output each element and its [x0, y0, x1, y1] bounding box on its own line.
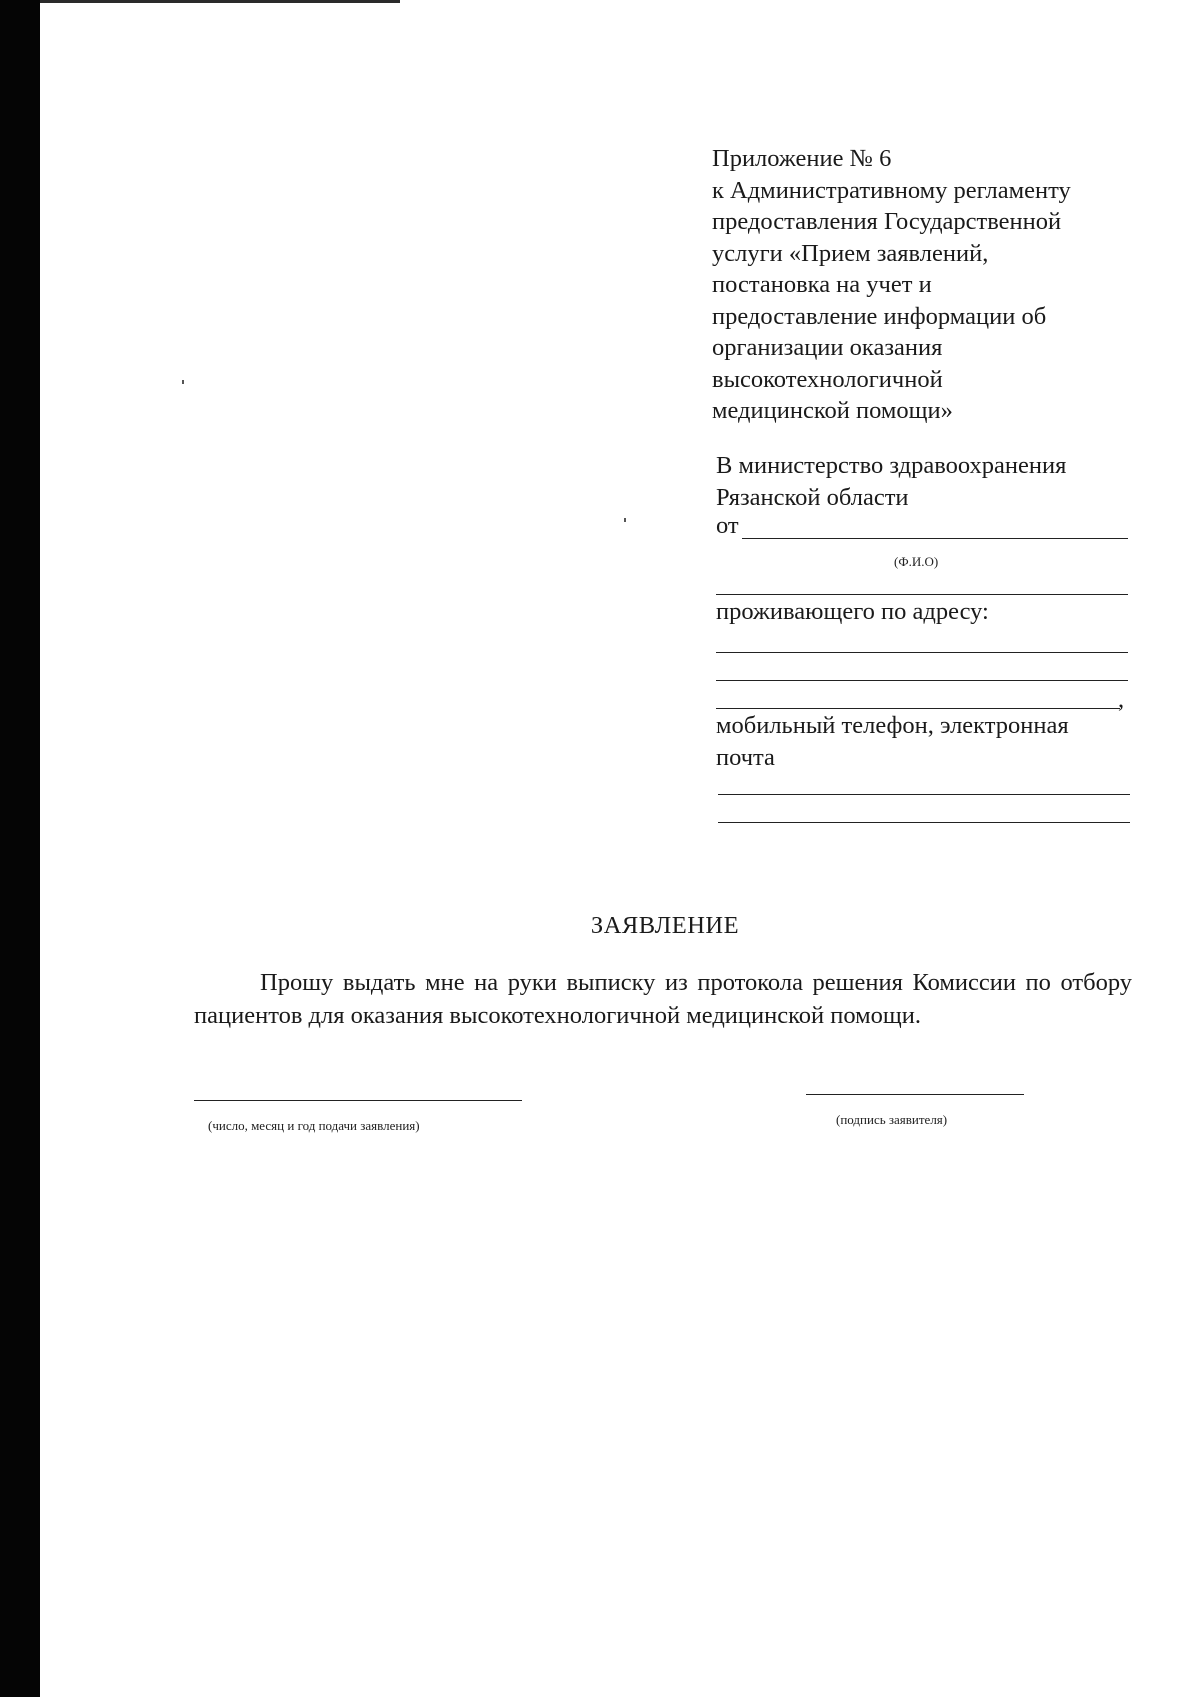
- contact-field-line-2[interactable]: [718, 822, 1130, 823]
- document-title: ЗАЯВЛЕНИЕ: [590, 912, 740, 939]
- address-field-line-2[interactable]: [716, 680, 1128, 681]
- annex-header: [712, 143, 1142, 427]
- address-field-line-3[interactable]: [716, 708, 1120, 709]
- fio-caption: (Ф.И.О): [894, 554, 939, 569]
- addressee-ministry: В министерство здравоохранения: [716, 452, 1067, 479]
- from-label: от: [716, 512, 739, 539]
- signature-field-line[interactable]: [806, 1094, 1024, 1095]
- signature-caption: (подпись заявителя): [836, 1112, 948, 1127]
- annex-line: предоставление информации об: [712, 302, 1047, 330]
- addressee-region: Рязанской области: [716, 483, 909, 511]
- fio-field-line-2[interactable]: [716, 594, 1128, 595]
- request-body: Прошу выдать мне на руки выписку из протокола решения Комиссии по отбору пациентов для оказания высокотехнологичной медицинской помощи.: [194, 969, 1132, 1029]
- addressee-block: [716, 450, 1136, 513]
- contact-label-line2: почта: [716, 744, 775, 771]
- annex-line: высокотехнологичной: [712, 365, 943, 393]
- scan-dark-edge: [0, 0, 40, 1697]
- address-field-line-1[interactable]: [716, 652, 1128, 653]
- fio-field-line[interactable]: [742, 538, 1128, 539]
- contact-field-line-1[interactable]: [718, 794, 1130, 795]
- scan-speck: [624, 518, 626, 522]
- annex-line: к Административному регламенту: [712, 176, 1071, 204]
- annex-line: медицинской помощи»: [712, 397, 953, 424]
- annex-line: услуги «Прием заявлений,: [712, 239, 989, 267]
- address-comma: ,: [1118, 686, 1125, 713]
- scan-speck: [182, 380, 184, 384]
- date-field-line[interactable]: [194, 1100, 522, 1101]
- address-label: проживающего по адресу:: [716, 598, 989, 625]
- date-caption: (число, месяц и год подачи заявления): [208, 1118, 420, 1133]
- annex-line: постановка на учет и: [712, 271, 932, 298]
- scan-top-streak: [40, 0, 400, 3]
- contact-label-line1: мобильный телефон, электронная: [716, 712, 1069, 739]
- annex-line: Приложение № 6: [712, 145, 892, 172]
- annex-line: организации оказания: [712, 334, 943, 361]
- annex-line: предоставления Государственной: [712, 208, 1062, 235]
